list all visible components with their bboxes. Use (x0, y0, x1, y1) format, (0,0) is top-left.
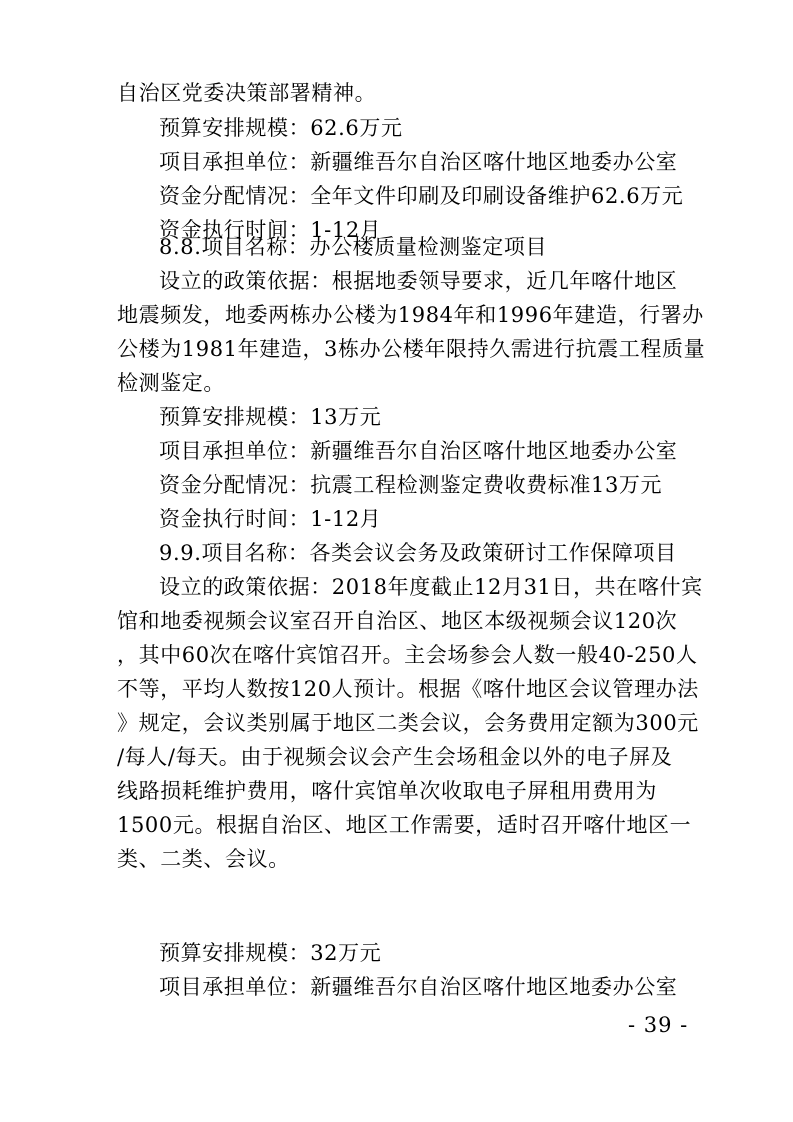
text-line: 》规定，会议类别属于地区二类会议，会务费用定额为300元 (117, 711, 699, 735)
page-number: - 39 - (628, 1013, 689, 1037)
text-line: 类、二类、会议。 (117, 847, 290, 871)
text-line: 资金执行时间：1-12月 (159, 507, 382, 531)
text-line: 预算安排规模：13万元 (159, 405, 382, 429)
text-line: 设立的政策依据：根据地委领导要求，近几年喀什地区 (159, 269, 678, 293)
text-line: 馆和地委视频会议室召开自治区、地区本级视频会议120次 (117, 609, 678, 633)
text-line: 检测鉴定。 (117, 371, 225, 395)
text-line: 公楼为1981年建造，3栋办公楼年限持久需进行抗震工程质量 (117, 337, 706, 361)
text-line: /每人/每天。由于视频会议会产生会场租金以外的电子屏及 (117, 745, 673, 769)
section-heading: 9.9.项目名称：各类会议会务及政策研讨工作保障项目 (159, 541, 677, 565)
text-line: 项目承担单位：新疆维吾尔自治区喀什地区地委办公室 (159, 439, 678, 463)
text-line: 资金分配情况：全年文件印刷及印刷设备维护62.6万元 (159, 184, 684, 208)
section-heading: 8.8.项目名称：办公楼质量检测鉴定项目 (159, 235, 548, 259)
text-line: 1500元。根据自治区、地区工作需要，适时召开喀什地区一 (117, 813, 692, 837)
text-line: 不等，平均人数按120人预计。根据《喀什地区会议管理办法 (117, 677, 699, 701)
text-line: 资金分配情况：抗震工程检测鉴定费收费标准13万元 (159, 473, 663, 497)
text-line: ，其中60次在喀什宾馆召开。主会场参会人数一般40-250人 (117, 643, 698, 667)
text-line: 项目承担单位：新疆维吾尔自治区喀什地区地委办公室 (159, 975, 678, 999)
text-line: 资金执行时间：1-12月 (159, 218, 382, 242)
text-line: 预算安排规模：32万元 (159, 941, 382, 965)
text-line: 地震频发，地委两栋办公楼为1984年和1996年建造，行署办 (117, 303, 704, 327)
text-line: 项目承担单位：新疆维吾尔自治区喀什地区地委办公室 (159, 150, 678, 174)
text-line: 线路损耗维护费用，喀什宾馆单次收取电子屏租用费用为 (117, 779, 657, 803)
text-line: 预算安排规模：62.6万元 (159, 116, 403, 140)
text-line: 设立的政策依据：2018年度截止12月31日，共在喀什宾 (159, 575, 703, 599)
text-line: 自治区党委决策部署精神。 (117, 81, 377, 105)
